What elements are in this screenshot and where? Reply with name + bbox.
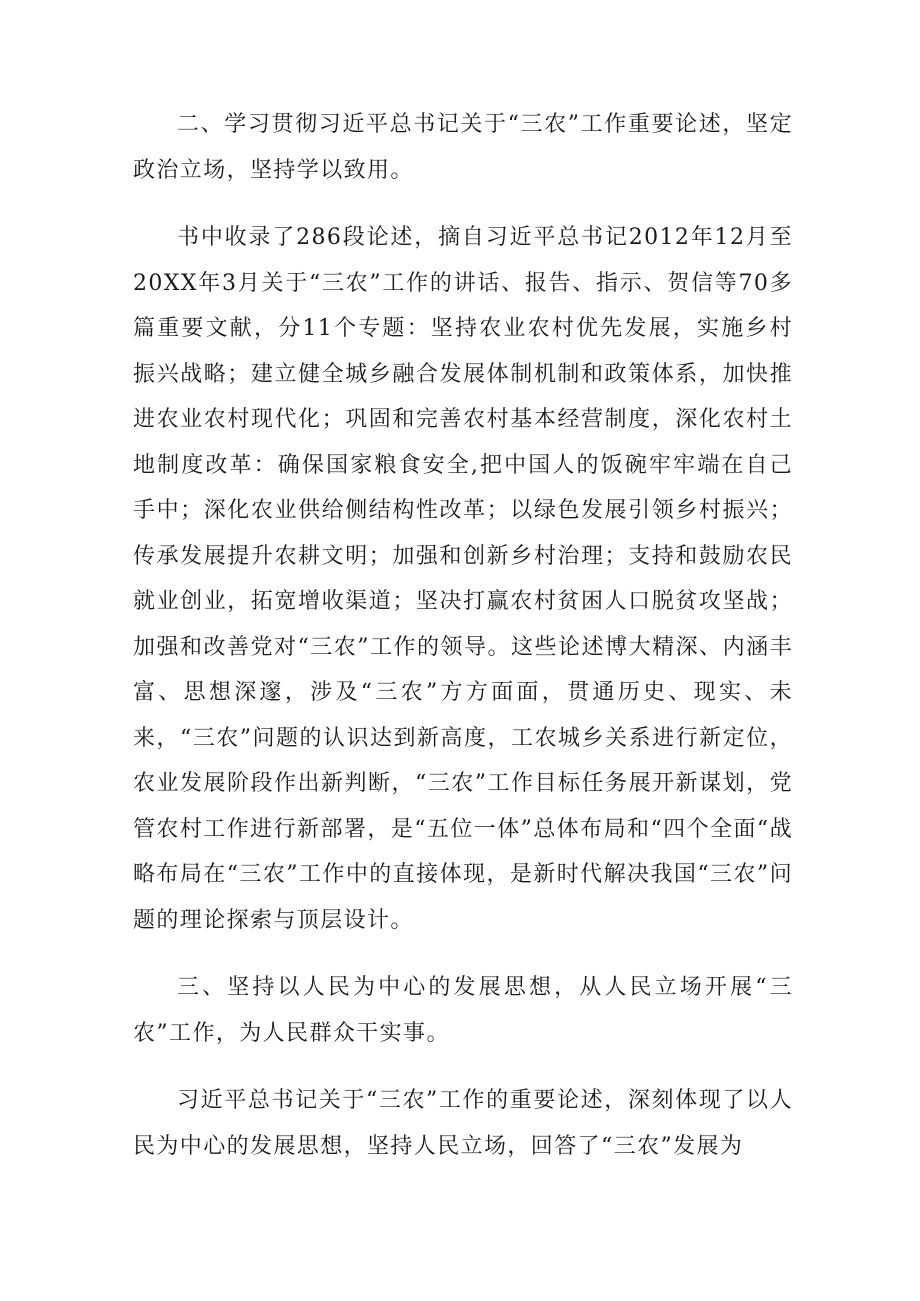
body-paragraph: 书中收录了286段论述，摘自习近平总书记2012年12月至20XX年3月关于“三农”工作的讲话、报告、指示、贺信等70多篇重要文献，分11个专题：坚持农业农村优先发展，实施乡村振兴战略；建立健全城乡融合发展体制机制和政策体系，加快推进农业农村现代化；巩固和完善农村基本经营制度，深化农村土地制度改革：确保国家粮食安全,把中国人的饭碗牢牢端在自己手中；深化农业供给侧结构性改革；以绿色发展引领乡村振兴；传承发展提升农耕文明；加强和创新乡村治理；支持和鼓励农民就业创业，拓宽增收渠道；坚决打赢农村贫困人口脱贫攻坚战；加强和改善党对“三农”工作的领导。这些论述博大精深、内涵丰富、思想深邃，涉及“三农”方方面面，贯通历史、现实、未来，“三农”问题的认识达到新高度，工农城乡关系进行新定位，农业发展阶段作出新判断，“三农”工作目标任务展开新谋划，党管农村工作进行新部署，是“五位一体”总体布局和“四个全面“战略布局在“三农”工作中的直接体现，是新时代解决我国“三农”问题的理论探索与顶层设计。 — [133, 225, 793, 933]
section-heading-two: 二、学习贯彻习近平总书记关于“三农”工作重要论述，坚定政治立场，坚持学以致用。 — [133, 112, 793, 183]
body-paragraph: 习近平总书记关于“三农”工作的重要论述，深刻体现了以人民为中心的发展思想，坚持人民立场，回答了“三农”发展为 — [133, 1088, 793, 1159]
section-heading-three: 三、坚持以人民为中心的发展思想，从人民立场开展“三农”工作，为人民群众干实事。 — [133, 975, 793, 1046]
document-body — [133, 102, 793, 1169]
